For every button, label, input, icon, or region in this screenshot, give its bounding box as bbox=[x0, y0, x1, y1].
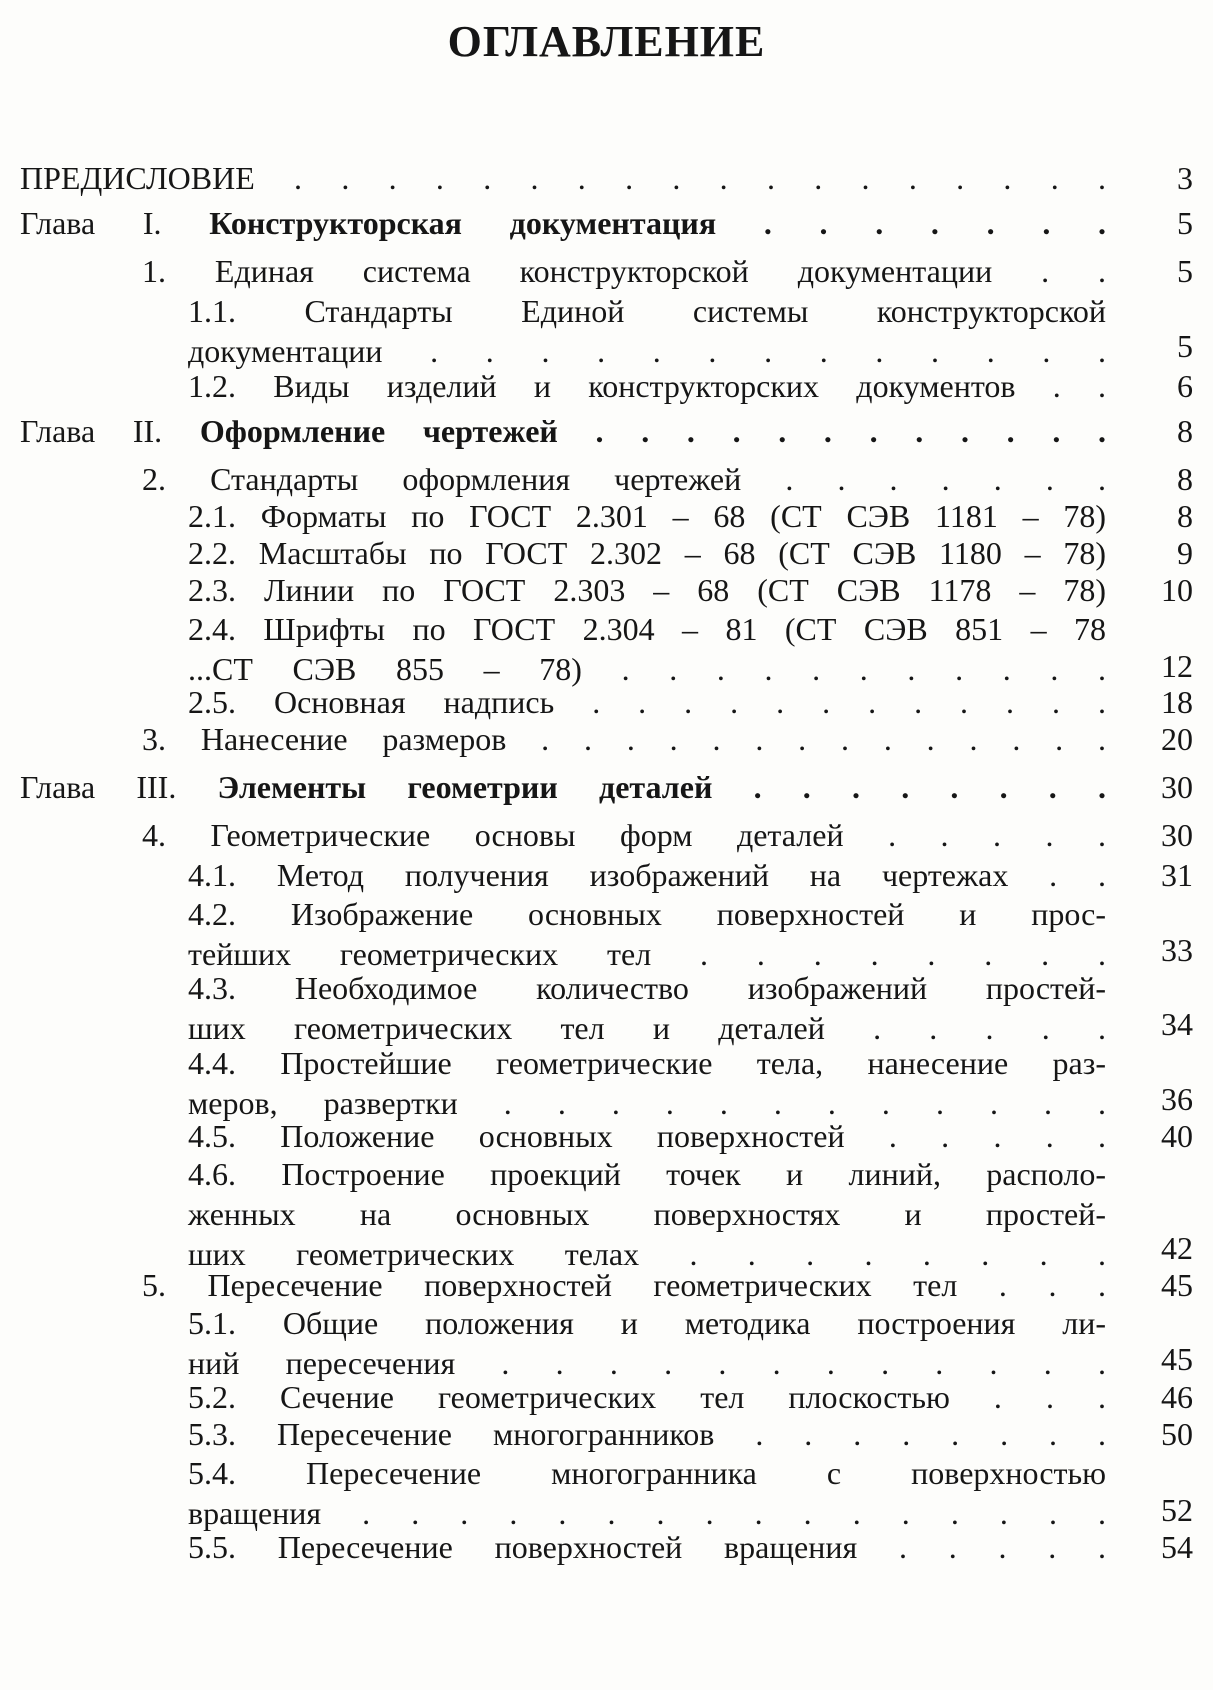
chapter-heading: Элементы геометрии деталей . . . . . . . . bbox=[217, 769, 1106, 805]
toc-entry-text: 5.1. Общие положения и методика построения ли- ний пересечения . . . . . . . . . . . . bbox=[188, 1305, 1106, 1381]
toc-entry-text: 4. Геометрические основы форм деталей . . . . . bbox=[142, 817, 1106, 853]
toc-entry-page: 50 bbox=[1161, 1416, 1193, 1452]
toc-entry-page: 54 bbox=[1161, 1529, 1193, 1565]
chapter-heading: Конструкторская документация . . . . . . . bbox=[209, 205, 1107, 241]
toc-entry-page: 12 bbox=[1161, 648, 1193, 684]
toc-entry-text: 5.5. Пересечение поверхностей вращения . . . . . bbox=[188, 1529, 1106, 1565]
toc-entry-text: 1.1. Стандарты Единой системы конструкторской документации . . . . . . . . . . . . . bbox=[188, 293, 1106, 369]
toc-entry-text: 1. Единая система конструкторской документации . . bbox=[142, 253, 1106, 289]
chapter-number: Глава I. bbox=[20, 205, 210, 241]
toc-entry-text: 4.6. Построение проекций точек и линий, располо- женных на основных поверхностях и простей- ших геометрических телах . . . . . . . . bbox=[188, 1156, 1106, 1272]
toc-entry-page: 6 bbox=[1177, 368, 1193, 404]
chapter-number: Глава II. bbox=[20, 413, 200, 449]
toc-entry-page: 20 bbox=[1161, 721, 1193, 757]
toc-entry-page: 46 bbox=[1161, 1379, 1193, 1415]
toc-entry-text: 1.2. Виды изделий и конструкторских документов . . bbox=[188, 368, 1106, 404]
toc-entry-text: 5.4. Пересечение многогранника с поверхностью вращения . . . . . . . . . . . . . . . . bbox=[188, 1455, 1106, 1531]
toc-entry-text: 2. Стандарты оформления чертежей . . . . . . . bbox=[142, 461, 1106, 497]
toc-entry-text: 2.3. Линии по ГОСТ 2.303 – 68 (СТ СЭВ 1178 – 78) bbox=[188, 572, 1106, 608]
toc-entry-page: 36 bbox=[1161, 1081, 1193, 1117]
toc-entry-page: 45 bbox=[1161, 1267, 1193, 1303]
toc-entry-page: 3 bbox=[1177, 160, 1193, 196]
toc-entry-text: 4.1. Метод получения изображений на чертежах . . bbox=[188, 857, 1106, 893]
toc-entry-text: 5. Пересечение поверхностей геометрических тел . . . bbox=[142, 1267, 1106, 1303]
toc-entry-page: 5 bbox=[1177, 253, 1193, 289]
chapter-heading: Оформление чертежей . . . . . . . . . . . . bbox=[199, 413, 1107, 449]
chapter-number: Глава III. bbox=[20, 769, 218, 805]
toc-entry-page: 30 bbox=[1161, 817, 1193, 853]
toc-entry-page: 31 bbox=[1161, 857, 1193, 893]
toc-entry-text: 2.5. Основная надпись . . . . . . . . . . . . bbox=[188, 684, 1106, 720]
toc-entry-text: 4.4. Простейшие геометрические тела, нанесение раз- меров, развертки . . . . . . . . . . . . bbox=[188, 1045, 1106, 1121]
toc-entry-page: 33 bbox=[1161, 932, 1193, 968]
toc-entry-text: 4.2. Изображение основных поверхностей и прос- тейших геометрических тел . . . . . . . . bbox=[188, 896, 1106, 972]
toc-entry-page: 42 bbox=[1161, 1230, 1193, 1266]
toc-entry-page: 5 bbox=[1177, 205, 1193, 241]
toc-entry-text: 2.1. Форматы по ГОСТ 2.301 – 68 (СТ СЭВ 1181 – 78) bbox=[188, 498, 1106, 534]
toc-entry-page: 10 bbox=[1161, 572, 1193, 608]
toc-entry-page: 52 bbox=[1161, 1492, 1193, 1528]
toc-entry-text: 5.2. Сечение геометрических тел плоскостью . . . bbox=[188, 1379, 1106, 1415]
toc-entry-text bbox=[20, 203, 1106, 243]
toc-entry-text: 4.3. Необходимое количество изображений простей- ших геометрических тел и деталей . . . . . bbox=[188, 970, 1106, 1046]
page-title: ОГЛАВЛЕНИЕ bbox=[447, 17, 766, 66]
toc-entry-page: 45 bbox=[1161, 1341, 1193, 1377]
toc-entry-text: 5.3. Пересечение многогранников . . . . . . . . bbox=[188, 1416, 1106, 1452]
toc-entry-text bbox=[20, 767, 1106, 807]
toc-entry-page: 30 bbox=[1161, 769, 1193, 805]
toc-entry-text: 2.2. Масштабы по ГОСТ 2.302 – 68 (СТ СЭВ 1180 – 78) bbox=[188, 535, 1106, 571]
toc-entry-text: 2.4. Шрифты по ГОСТ 2.304 – 81 (СТ СЭВ 851 – 78 ...СТ СЭВ 855 – 78) . . . . . . . . . . . bbox=[188, 611, 1106, 687]
toc-entry-text: 3. Нанесение размеров . . . . . . . . . . . . . . bbox=[142, 721, 1106, 757]
toc-entry-page: 40 bbox=[1161, 1118, 1193, 1154]
toc-entry-page: 8 bbox=[1177, 498, 1193, 534]
toc-entry-page: 9 bbox=[1177, 535, 1193, 571]
toc-entry-page: 34 bbox=[1161, 1006, 1193, 1042]
toc-entry-text: ПРЕДИСЛОВИЕ . . . . . . . . . . . . . . . . . . bbox=[20, 160, 1106, 196]
toc-entry-page: 5 bbox=[1177, 328, 1193, 364]
toc-entry-page: 8 bbox=[1177, 461, 1193, 497]
toc-entry-text bbox=[20, 411, 1106, 451]
toc-entry-page: 8 bbox=[1177, 413, 1193, 449]
toc-entry-page: 18 bbox=[1161, 684, 1193, 720]
toc-entry-text: 4.5. Положение основных поверхностей . . . . . bbox=[188, 1118, 1106, 1154]
